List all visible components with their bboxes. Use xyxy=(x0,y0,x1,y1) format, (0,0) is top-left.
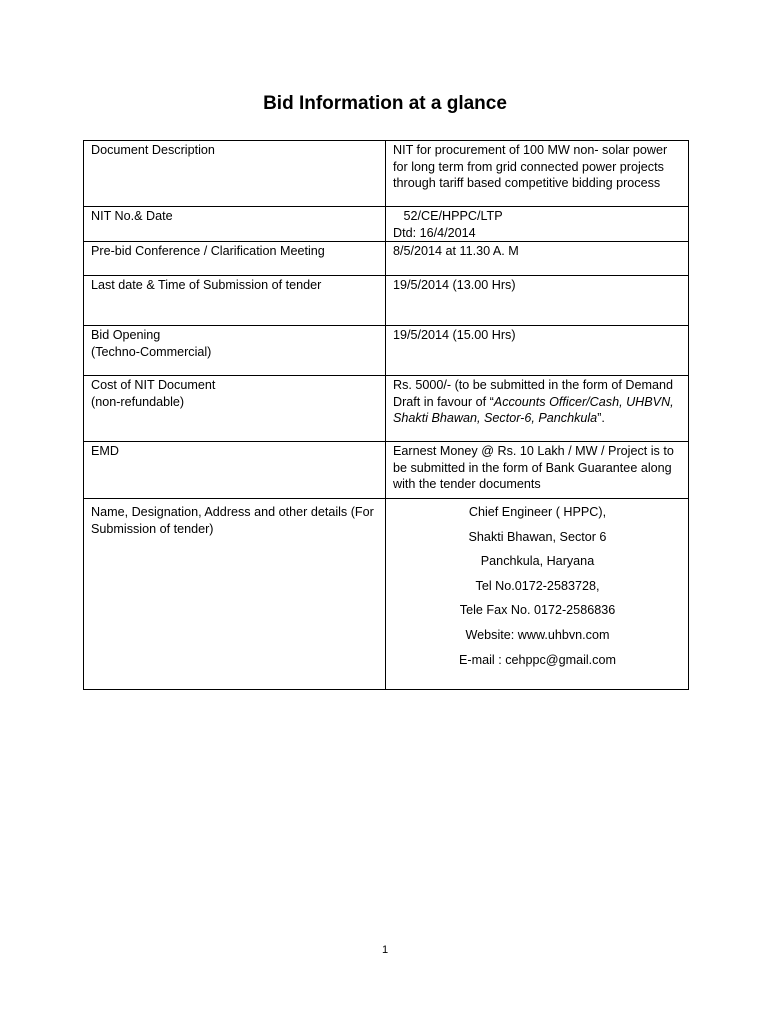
contact-line: Panchkula, Haryana xyxy=(480,554,595,569)
website-link[interactable]: Website: www.uhbvn.com xyxy=(465,627,610,642)
email-link[interactable]: E-mail : cehppc@gmail.com xyxy=(459,652,616,667)
contact-line: Chief Engineer ( HPPC), xyxy=(468,505,607,519)
cost-text: Rs. 5000/- (to be submitted in the form of Demand Draft in favour of “ xyxy=(393,378,673,409)
row-label: Name, Designation, Address and other details (For Submission of tender) xyxy=(84,499,386,690)
row-label: Document Description xyxy=(84,141,386,207)
table-row xyxy=(84,376,689,442)
cost-suffix: ”. xyxy=(597,411,605,425)
contact-line: Tele Fax No. 0172-2586836 xyxy=(459,603,616,618)
row-value: NIT for procurement of 100 MW non- solar power for long term from grid connected power projects through tariff based competitive bidding process xyxy=(386,141,689,207)
nit-number: 52/CE/HPPC/LTP xyxy=(393,209,503,223)
row-value: 19/5/2014 (13.00 Hrs) xyxy=(386,276,689,326)
table-row xyxy=(84,207,689,242)
row-value xyxy=(386,376,689,442)
row-value xyxy=(386,207,689,242)
nit-date: Dtd: 16/4/2014 xyxy=(393,225,476,240)
contact-line: Tel No.0172-2583728, xyxy=(475,578,600,593)
contact-details xyxy=(386,499,689,690)
row-label: Last date & Time of Submission of tender xyxy=(84,276,386,326)
table-row xyxy=(84,276,689,326)
page-title: Bid Information at a glance xyxy=(263,93,507,114)
table-row xyxy=(84,242,689,276)
row-label xyxy=(84,376,386,442)
row-label-line: Cost of NIT Document xyxy=(91,378,216,392)
row-label-line: Bid Opening xyxy=(91,328,161,342)
row-label: NIT No.& Date xyxy=(84,207,386,242)
table-row xyxy=(84,326,689,376)
table-row xyxy=(84,141,689,207)
contact-line: Shakti Bhawan, Sector 6 xyxy=(468,529,607,544)
bid-info-table xyxy=(83,140,689,690)
table-row xyxy=(84,442,689,499)
payee-text: Accounts Officer/Cash, UHBVN, Shakti Bhawan, Sector-6, Panchkula xyxy=(393,394,674,425)
row-label-line: (non-refundable) xyxy=(91,394,185,409)
row-value: Earnest Money @ Rs. 10 Lakh / MW / Project is to be submitted in the form of Bank Guarantee along with the tender documents xyxy=(386,442,689,499)
table-row xyxy=(84,499,689,690)
row-value: 8/5/2014 at 11.30 A. M xyxy=(386,242,689,276)
row-label: Pre-bid Conference / Clarification Meeting xyxy=(84,242,386,276)
row-label: EMD xyxy=(84,442,386,499)
row-value: 19/5/2014 (15.00 Hrs) xyxy=(386,326,689,376)
row-label xyxy=(84,326,386,376)
page-number: 1 xyxy=(381,944,389,956)
row-label-line: (Techno-Commercial) xyxy=(91,344,212,359)
